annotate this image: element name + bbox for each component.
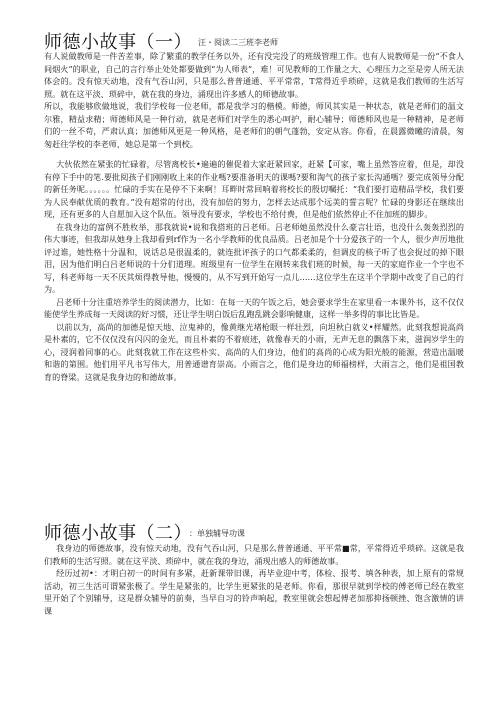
story-2-subtitle: ：单独辅导功课 xyxy=(189,529,245,538)
story-1-subtitle: 汪・阅读二三班李老师 xyxy=(198,38,278,47)
story-2-body xyxy=(44,542,464,617)
story-1-paragraph: 吕老师十分注重培养学生的阅读潜力，比如：在每一天的午饭之后，她会要求学生在家里看一本课外书，这不仅仅能使学生养成每一天阅读的好习惯，还让学生明白饭后乱跑乱跳会影响健康，这样一举多得的事比比皆是。 xyxy=(44,296,464,319)
story-2-paragraph: 经历过初•：才明白初一的时间有多紧，赶新课带旧课，再毕业迎中考，体检、报考、填各种表，加上原有的常规活动，初三生活可谓紧张极了。学生是紧张的，比学生更紧张的是老师。你看，那很早就到学校的傅老师已经在教室里开始了个别辅导，这是群众辅导的前奏，当早自习的铃声响起，教室里就会想起傅老加那抑扬顿挫、饱含激情的讲课 xyxy=(44,568,464,616)
story-1-paragraph: 在我身边的富例不胜枚举，那我就说•说和我搭班的吕老师。吕老师她虽然没什么豪言壮语，也没什么轰轰烈烈的伟大事迹，但我却从她身上我却看到rf作为一名小学教师的优良品质。吕老加是个十分爱孩子的一个人，很少声厉地批评过谁，她性格十分温和，说话总是很温柔的，就连批评孩子的口气都柔柔的，但调皮的核子听了也会捉过的掉下眼泪，因为他们明白吕老师说的十分们道理。班级里有一位学生在刚转来我们班的时候，每一天的家庭作业一个字也不写，科老师每一天不厌其烦得教导他，慢慢的，从不写到开始写一点儿……这位学生在这半个学期中改变了自己的行为。 xyxy=(44,221,464,294)
story-2-paragraph: 我身边的师德故事，没有惊天动地，没有气吞山河，只是那么普普通通、平平常■常，平常得近乎琐碎。这就是我们教师的生活写照。就在这平淡、琐碎中，就在我的身边，涌现出感人的师德故事。 xyxy=(44,543,464,566)
story-1-body xyxy=(44,50,464,383)
story-1-paragraph: 所以，我能够欣做地说，我们学校每一位老师，都是我学习的楷模。师德，师风其实是一种状态，就是老师们的温文尔雅，精益求精；师德师风是一种行动，就是老师们对学生的悉心呵护，耐心辅导；师德师风也是一种精神，是老师们的一丝不苟，严肃认真；加德师风更是一种风格，是老师们的朝气蓬勃，安定从容。你看，在晨露微曦的清晨，匆匆赶往学校的李老师，她总是第一个到校。 xyxy=(44,101,464,149)
story-2-title: 师德小故事（二） xyxy=(44,523,183,544)
story-1-paragraph: 有人说做教师是一件苦差事，除了繁重的教学任务以外，还有没完没了的班级管理工作。也有人说教师是一份“不食人间烟火”的职业，自己的言行举止处处都要做到“为人师表”，难！可见教师的工作量之大、心理压力之至是旁人所无法体会的。没有惊天动地，没有气吞山河，只是那么普普通通、平平常常，T常得近乎琐碎，这就是我们教师的生活写照。就在这平淡、琐碎中，就在我的身边，涌现出许多感人的师德故事。 xyxy=(44,51,464,99)
story-1-paragraph: 大伙依然在紧张的忙碌着，尽管离校长•遍遍的催促着大家赶紧回家，赶紧【可家，嘴上虽然答应着，但是，却没有停下手中的笔.要批阅孩子们刚刚收上来的作业嗎?要准备明天的课嗎?要和淘气的孩子家长沟通嗎？要完成领导分配的新任务呢。。。。。。忙碌的手实在是停不下来啊！耳畔时常回响着将校长的殷切嘱托：“我们要打造精品学校，我们要为人民奉献优质的教育。”没有超常的付出，没有加倍的努力，怎样去达成那个远美的誓言呢？忙碌的身影还在继续出现，还有更多的人自愿加入这个队伍。领导没有要求，学校也不给付费，但是他们依然停止不住加班的脚步。 xyxy=(44,159,464,219)
story-1-paragraph: 以前以为，高尚的加德是惊天地、泣鬼神的，像黄继光堵枪眼一样壮烈，向坦秋白就义•样耀然。此刻我想说高尚是朴素的，它不仅仅没有闪闪的金光，而且朴素的不着痕迹，就像春天的小雨，无声无息的飘落下来，滋润岁学生的心，浸润着同事的心。此刻我就工作在这些朴实、高尚的人们身边，他们的高尚的心成为阳光般的能源，营造出温暖和谐的第围。他们用平凡书写伟大，用普通谱育崇高。小雨言之，他们是身边的师福榜样，大雨言之，他们是祖国教育的脊梁。这就是我身边的和德故事。 xyxy=(44,321,464,382)
story-1-title: 师德小故事（一） xyxy=(44,32,192,53)
